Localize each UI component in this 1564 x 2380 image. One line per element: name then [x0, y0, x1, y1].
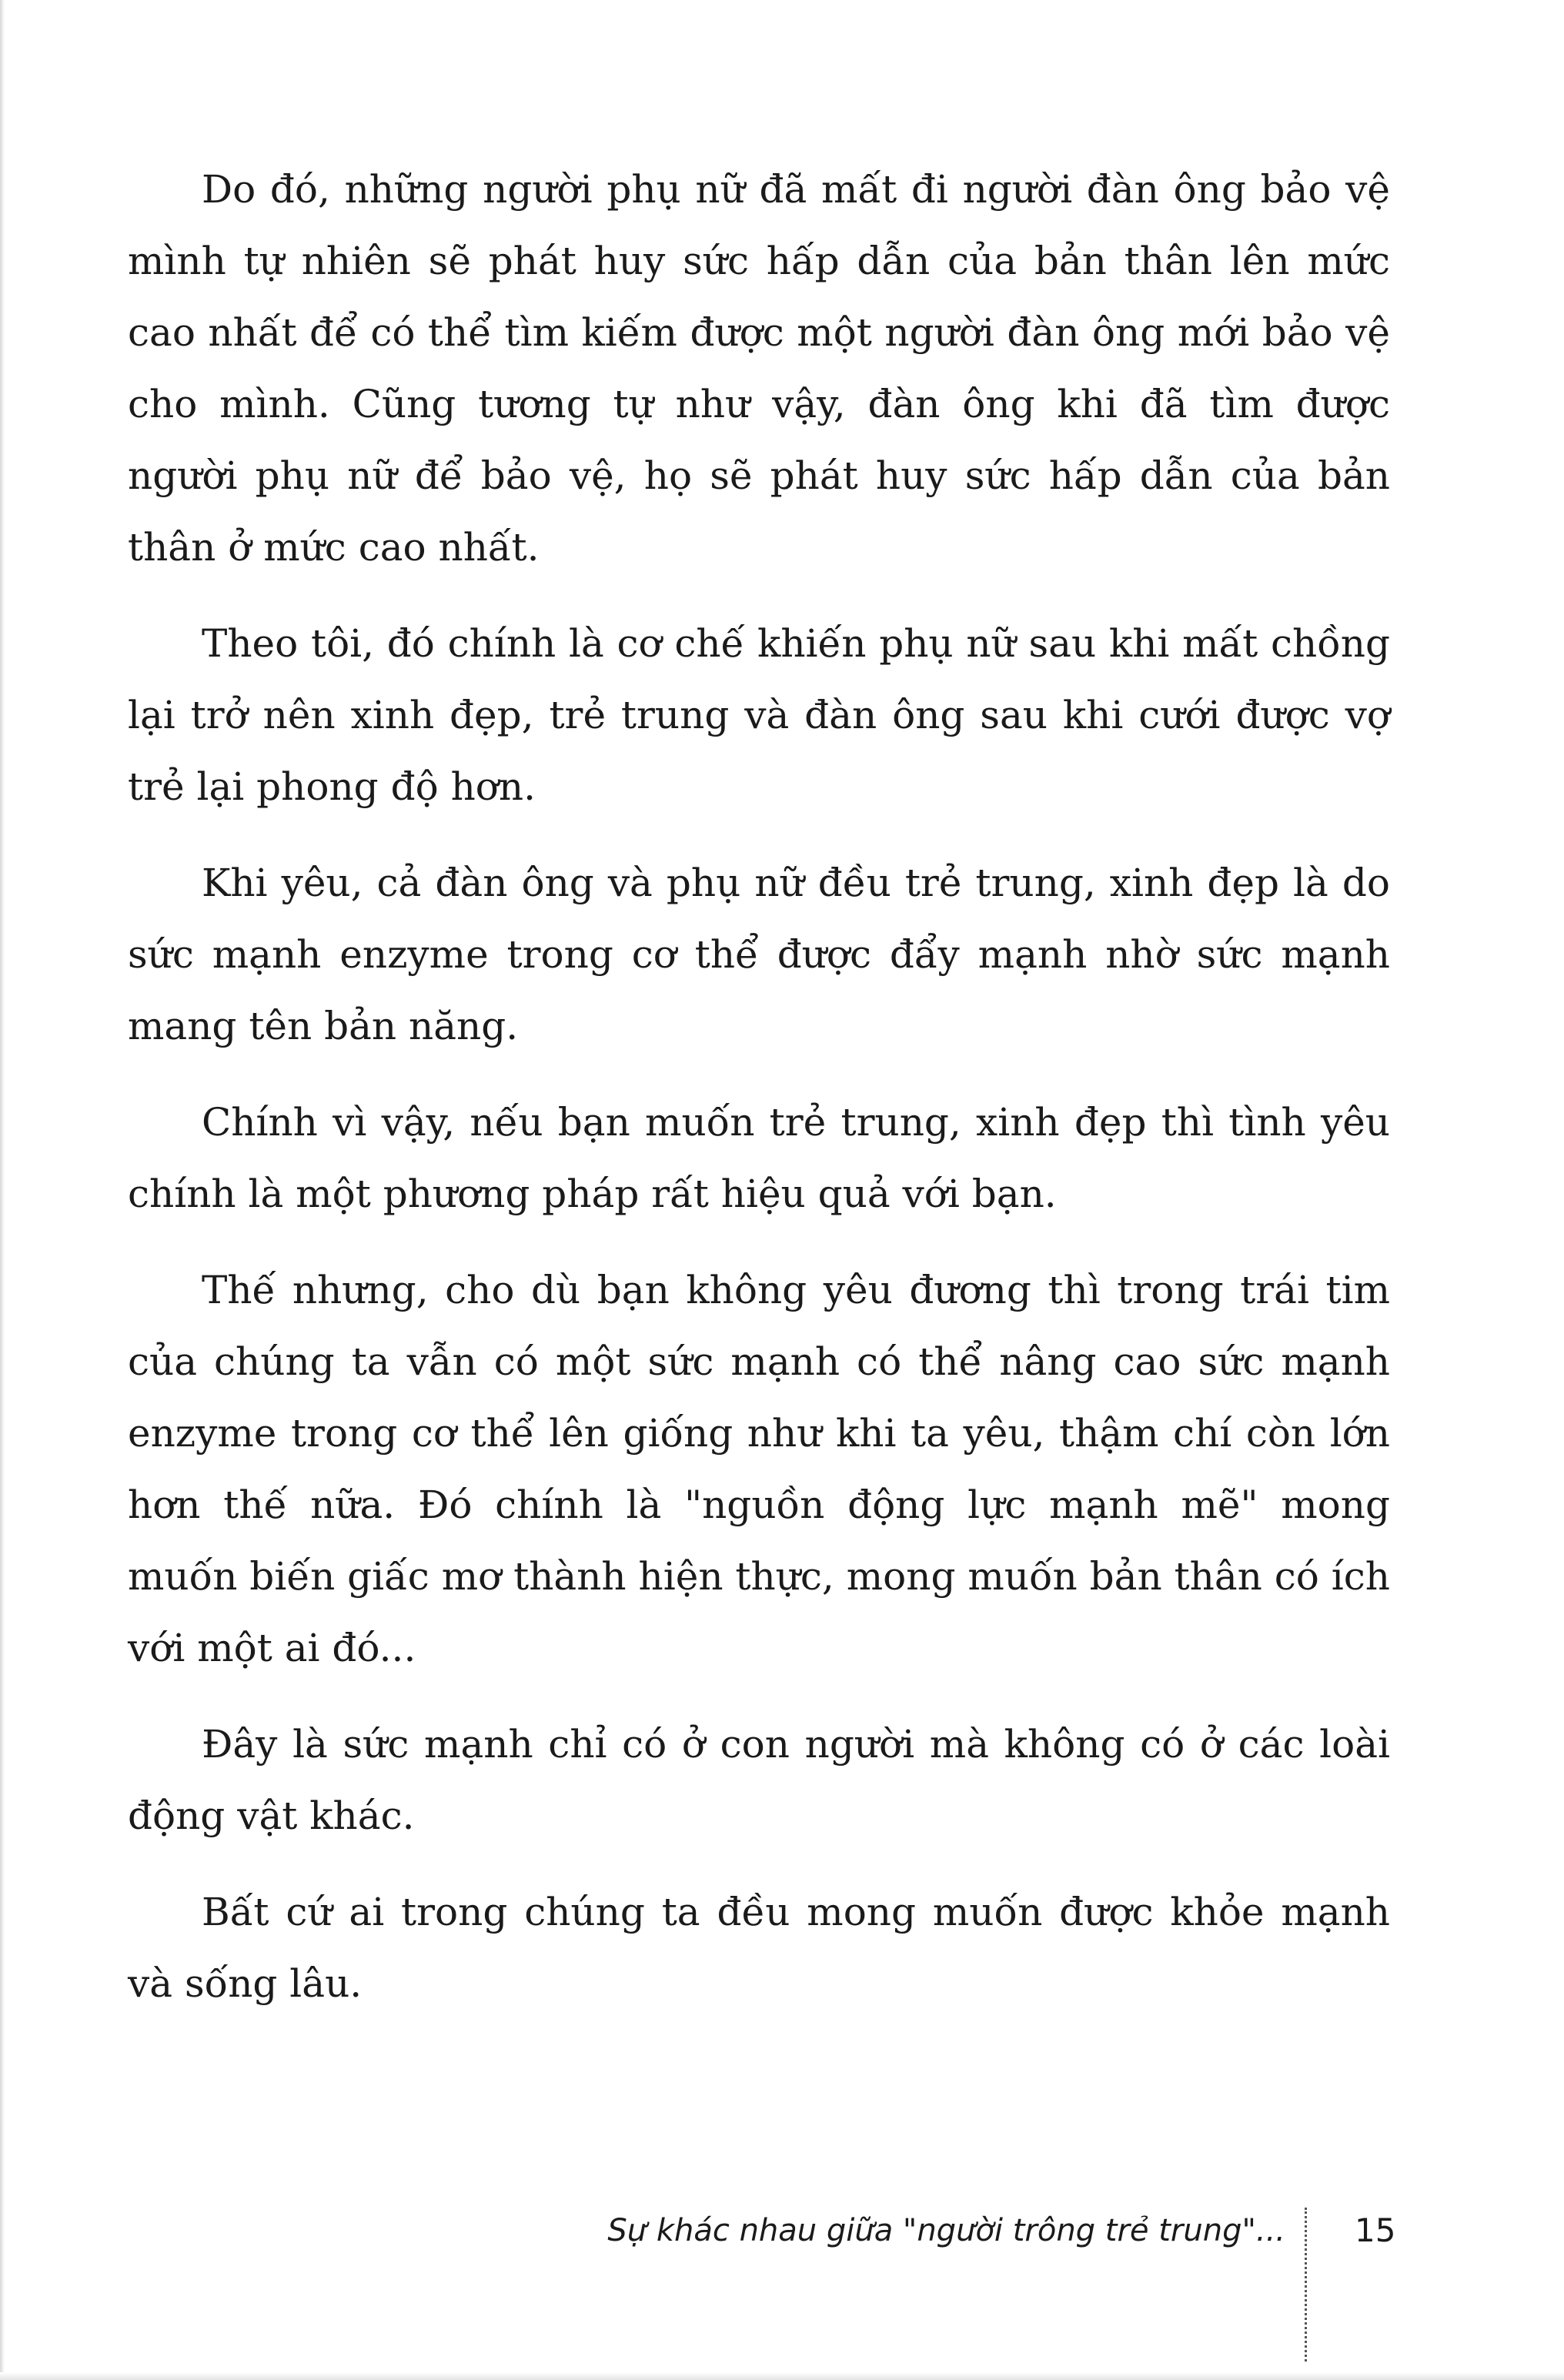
body-text [128, 154, 1390, 2044]
paragraph-7: Bất cứ ai trong chúng ta đều mong muốn được khỏe mạnh và sống lâu. [128, 1890, 1390, 2006]
footer-divider [1305, 2208, 1307, 2362]
page-left-edge [0, 0, 5, 2380]
page-footer [462, 2208, 1416, 2261]
paragraph-3: Khi yêu, cả đàn ông và phụ nữ đều trẻ trung, xinh đẹp là do sức mạnh enzyme trong cơ thể được đẩy mạnh nhờ sức mạnh mang tên bản năng. [128, 861, 1390, 1048]
paragraph-1: Do đó, những người phụ nữ đã mất đi người đàn ông bảo vệ mình tự nhiên sẽ phát huy sức hấp dẫn của bản thân lên mức cao nhất để có thể tìm kiếm được một người đàn ông mới bảo vệ cho mình. Cũng tương tự như vậy, đàn ông khi đã tìm được người phụ nữ để bảo vệ, họ sẽ phát huy sức hấp dẫn của bản thân ở mức cao nhất. [128, 167, 1390, 570]
paragraph-4: Chính vì vậy, nếu bạn muốn trẻ trung, xinh đẹp thì tình yêu chính là một phương pháp rất hiệu quả với bạn. [128, 1100, 1390, 1216]
paragraph-2: Theo tôi, đó chính là cơ chế khiến phụ nữ sau khi mất chồng lại trở nên xinh đẹp, trẻ trung và đàn ông sau khi cưới được vợ trẻ lại phong độ hơn. [128, 621, 1390, 809]
paragraph-6: Đây là sức mạnh chỉ có ở con người mà không có ở các loài động vật khác. [128, 1722, 1390, 1838]
running-title: Sự khác nhau giữa "người trông trẻ trung"... [607, 2213, 1285, 2248]
page-number: 15 [1355, 2211, 1396, 2249]
page-bottom-edge [0, 2372, 1564, 2380]
paragraph-5: Thế nhưng, cho dù bạn không yêu đương thì trong trái tim của chúng ta vẫn có một sức mạnh có thể nâng cao sức mạnh enzyme trong cơ thể lên giống như khi ta yêu, thậm chí còn lớn hơn thế nữa. Đó chính là "nguồn động lực mạnh mẽ" mong muốn biến giấc mơ thành hiện thực, mong muốn bản thân có ích với một ai đó... [128, 1268, 1390, 1670]
